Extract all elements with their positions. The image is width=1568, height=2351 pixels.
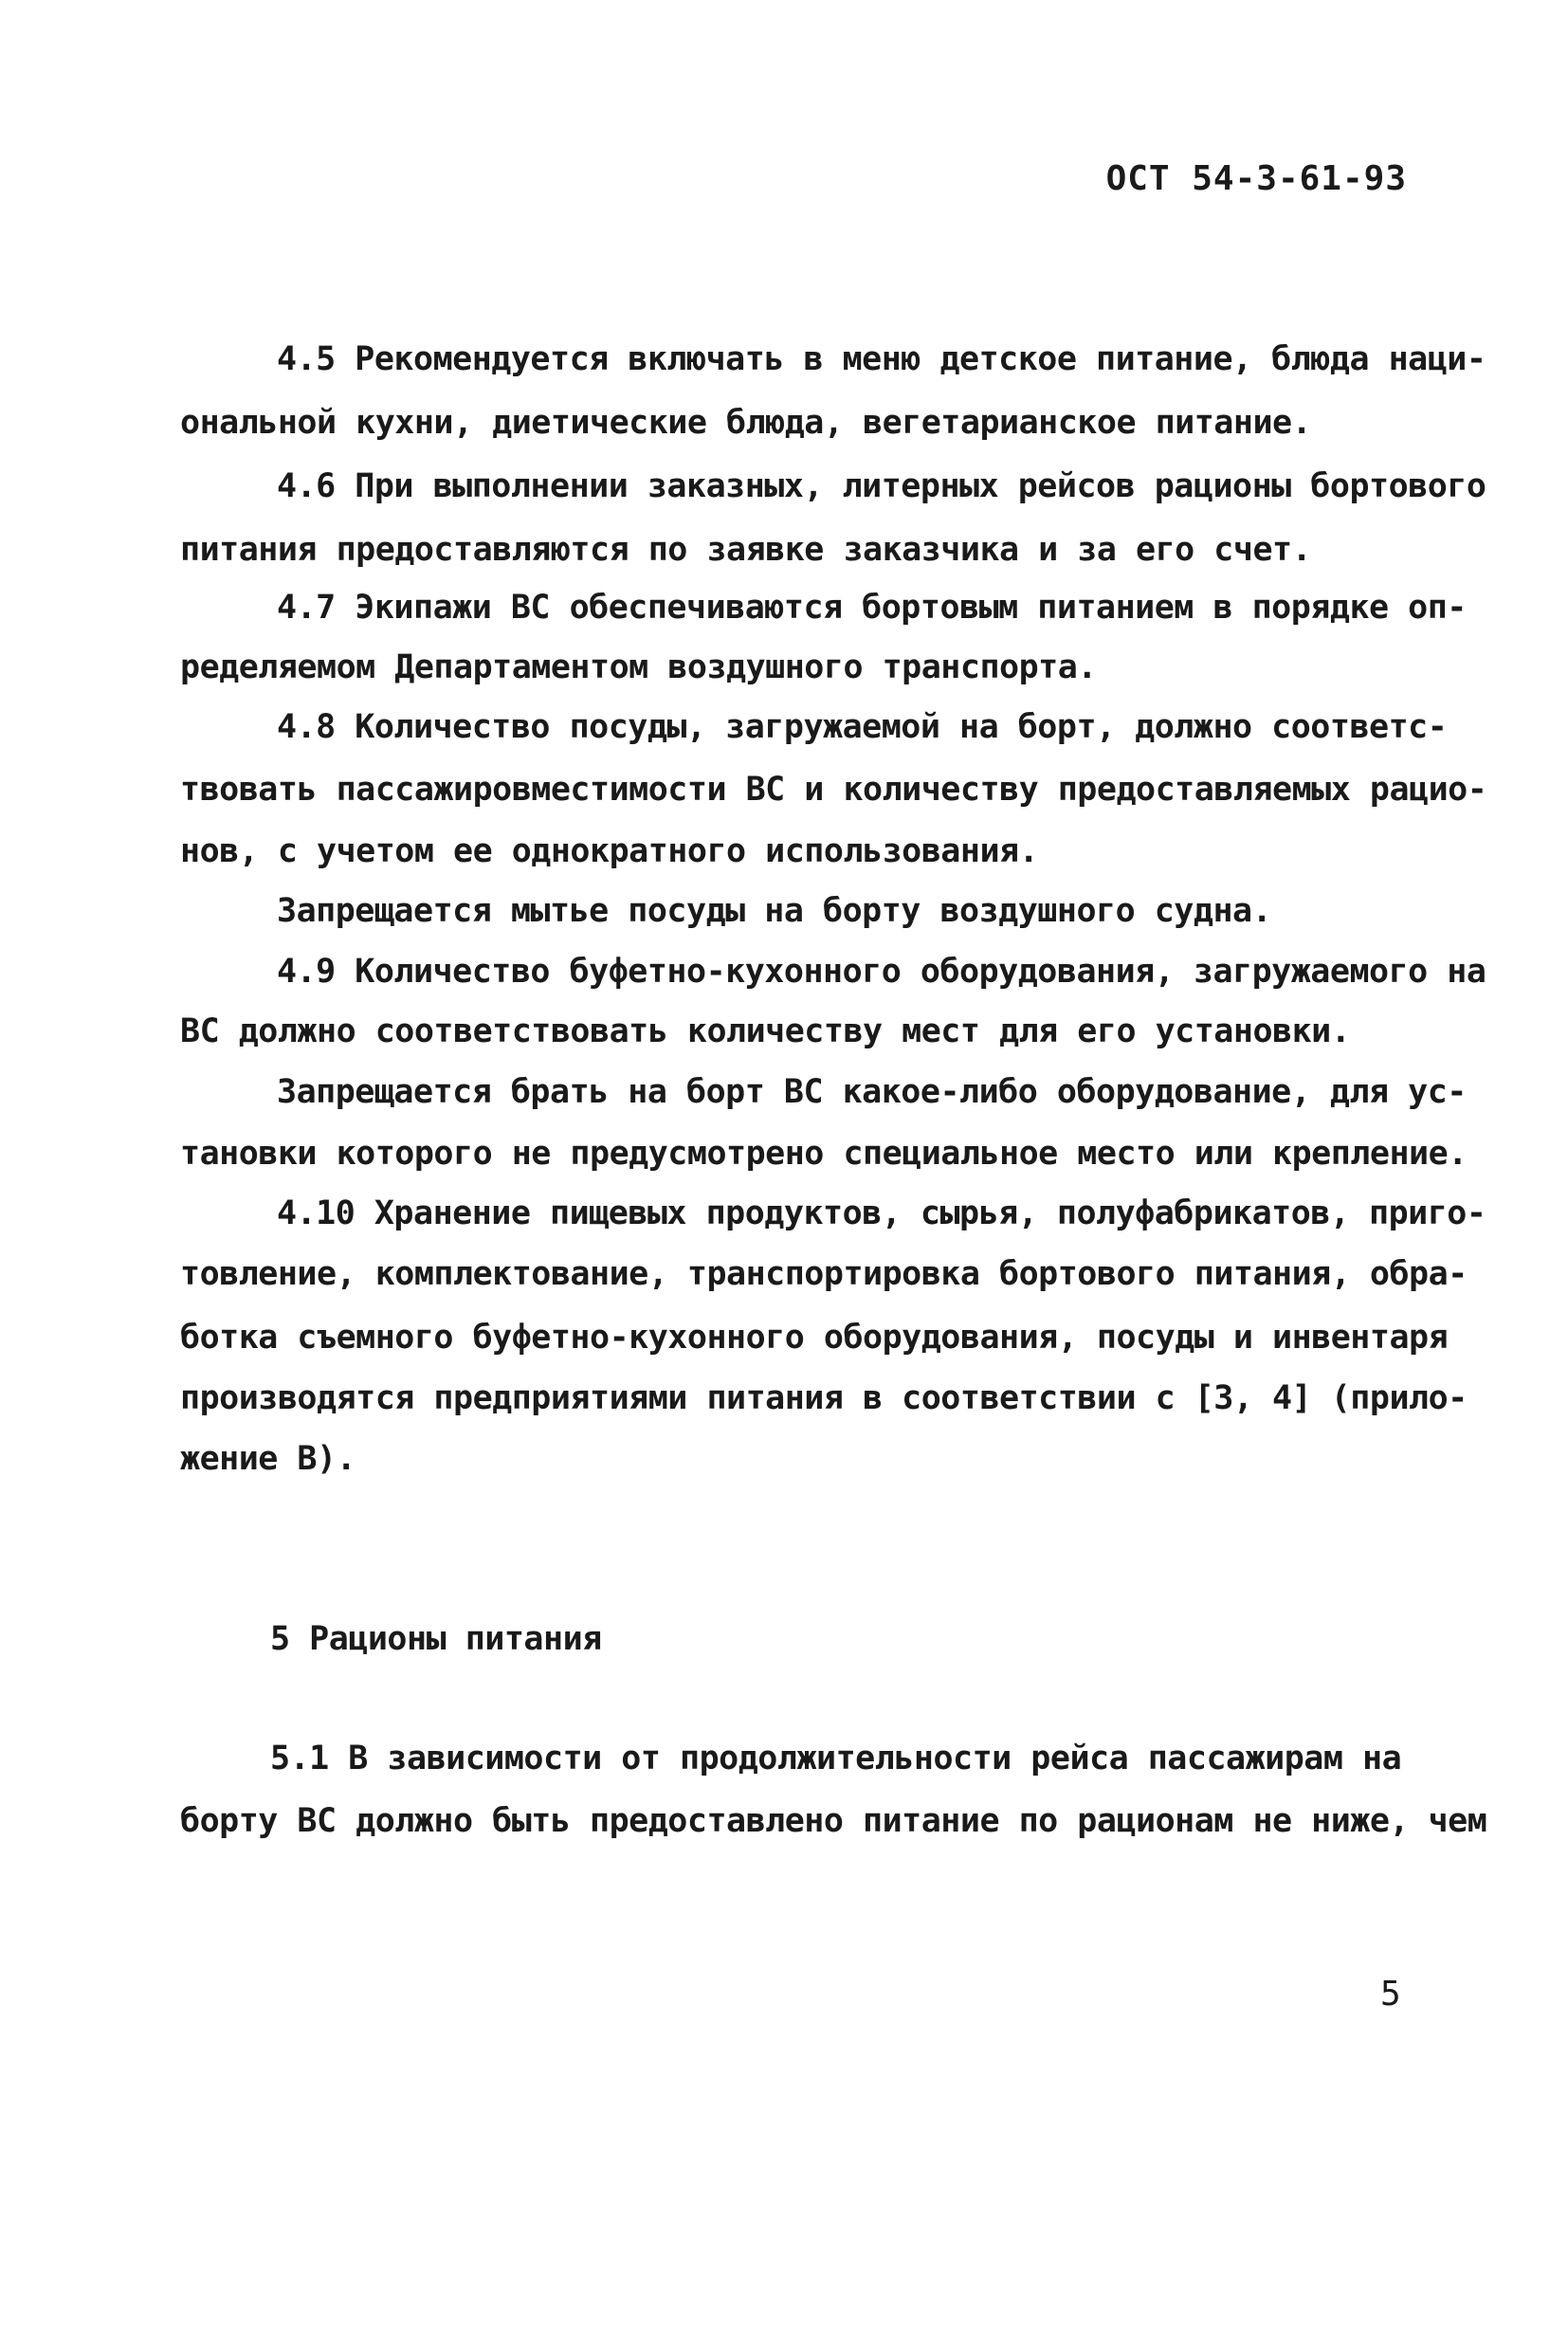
section-heading: 5 Рационы питания bbox=[270, 1620, 602, 1658]
paragraph-line: 4.9 Количество буфетно-кухонного оборудования, загружаемого на bbox=[277, 953, 1486, 991]
paragraph-line: ональной кухни, диетические блюда, вегетарианское питание. bbox=[180, 404, 1312, 442]
page-number: 5 bbox=[1380, 1975, 1401, 2014]
document-code: ОСТ 54-3-61-93 bbox=[1105, 159, 1407, 198]
paragraph-line: товление, комплектование, транспортировка бортового питания, обра- bbox=[180, 1255, 1468, 1293]
paragraph-line: 4.6 При выполнении заказных, литерных рейсов рационы бортового bbox=[277, 467, 1486, 505]
paragraph-line: твовать пассажировместимости ВС и количеству предоставляемых рацио- bbox=[180, 771, 1487, 809]
paragraph-line: тановки которого не предусмотрено специальное место или крепление. bbox=[180, 1135, 1468, 1173]
paragraph-line: Запрещается брать на борт ВС какое-либо оборудование, для ус- bbox=[277, 1073, 1467, 1111]
paragraph-line: ределяемом Департаментом воздушного транспорта. bbox=[180, 648, 1097, 686]
paragraph-line: нов, с учетом ее однократного использования. bbox=[180, 832, 1039, 870]
paragraph-line: 4.5 Рекомендуется включать в меню детское питание, блюда наци- bbox=[277, 340, 1486, 378]
paragraph-line: 4.8 Количество посуды, загружаемой на борт, должно соответс- bbox=[277, 708, 1448, 746]
paragraph-line: жение В). bbox=[180, 1440, 356, 1478]
paragraph-line: ВС должно соответствовать количеству мест для его установки. bbox=[180, 1012, 1351, 1050]
paragraph-line: 5.1 В зависимости от продолжительности рейса пассажирам на bbox=[270, 1740, 1402, 1777]
paragraph-line: производятся предприятиями питания в соответствии с [3, 4] (прило- bbox=[180, 1379, 1468, 1417]
paragraph-line: питания предоставляются по заявке заказчика и за его счет. bbox=[180, 531, 1312, 569]
paragraph-line: борту ВС должно быть предоставлено питание по рационам не ниже, чем bbox=[180, 1802, 1487, 1840]
paragraph-line: 4.7 Экипажи ВС обеспечиваются бортовым питанием в порядке оп- bbox=[277, 589, 1467, 627]
paragraph-line: ботка съемного буфетно-кухонного оборудования, посуды и инвентаря bbox=[180, 1319, 1449, 1357]
paragraph-line: 4.10 Хранение пищевых продуктов, сырья, полуфабрикатов, приго- bbox=[277, 1194, 1486, 1232]
paragraph-line: Запрещается мытье посуды на борту воздушного судна. bbox=[277, 892, 1272, 930]
